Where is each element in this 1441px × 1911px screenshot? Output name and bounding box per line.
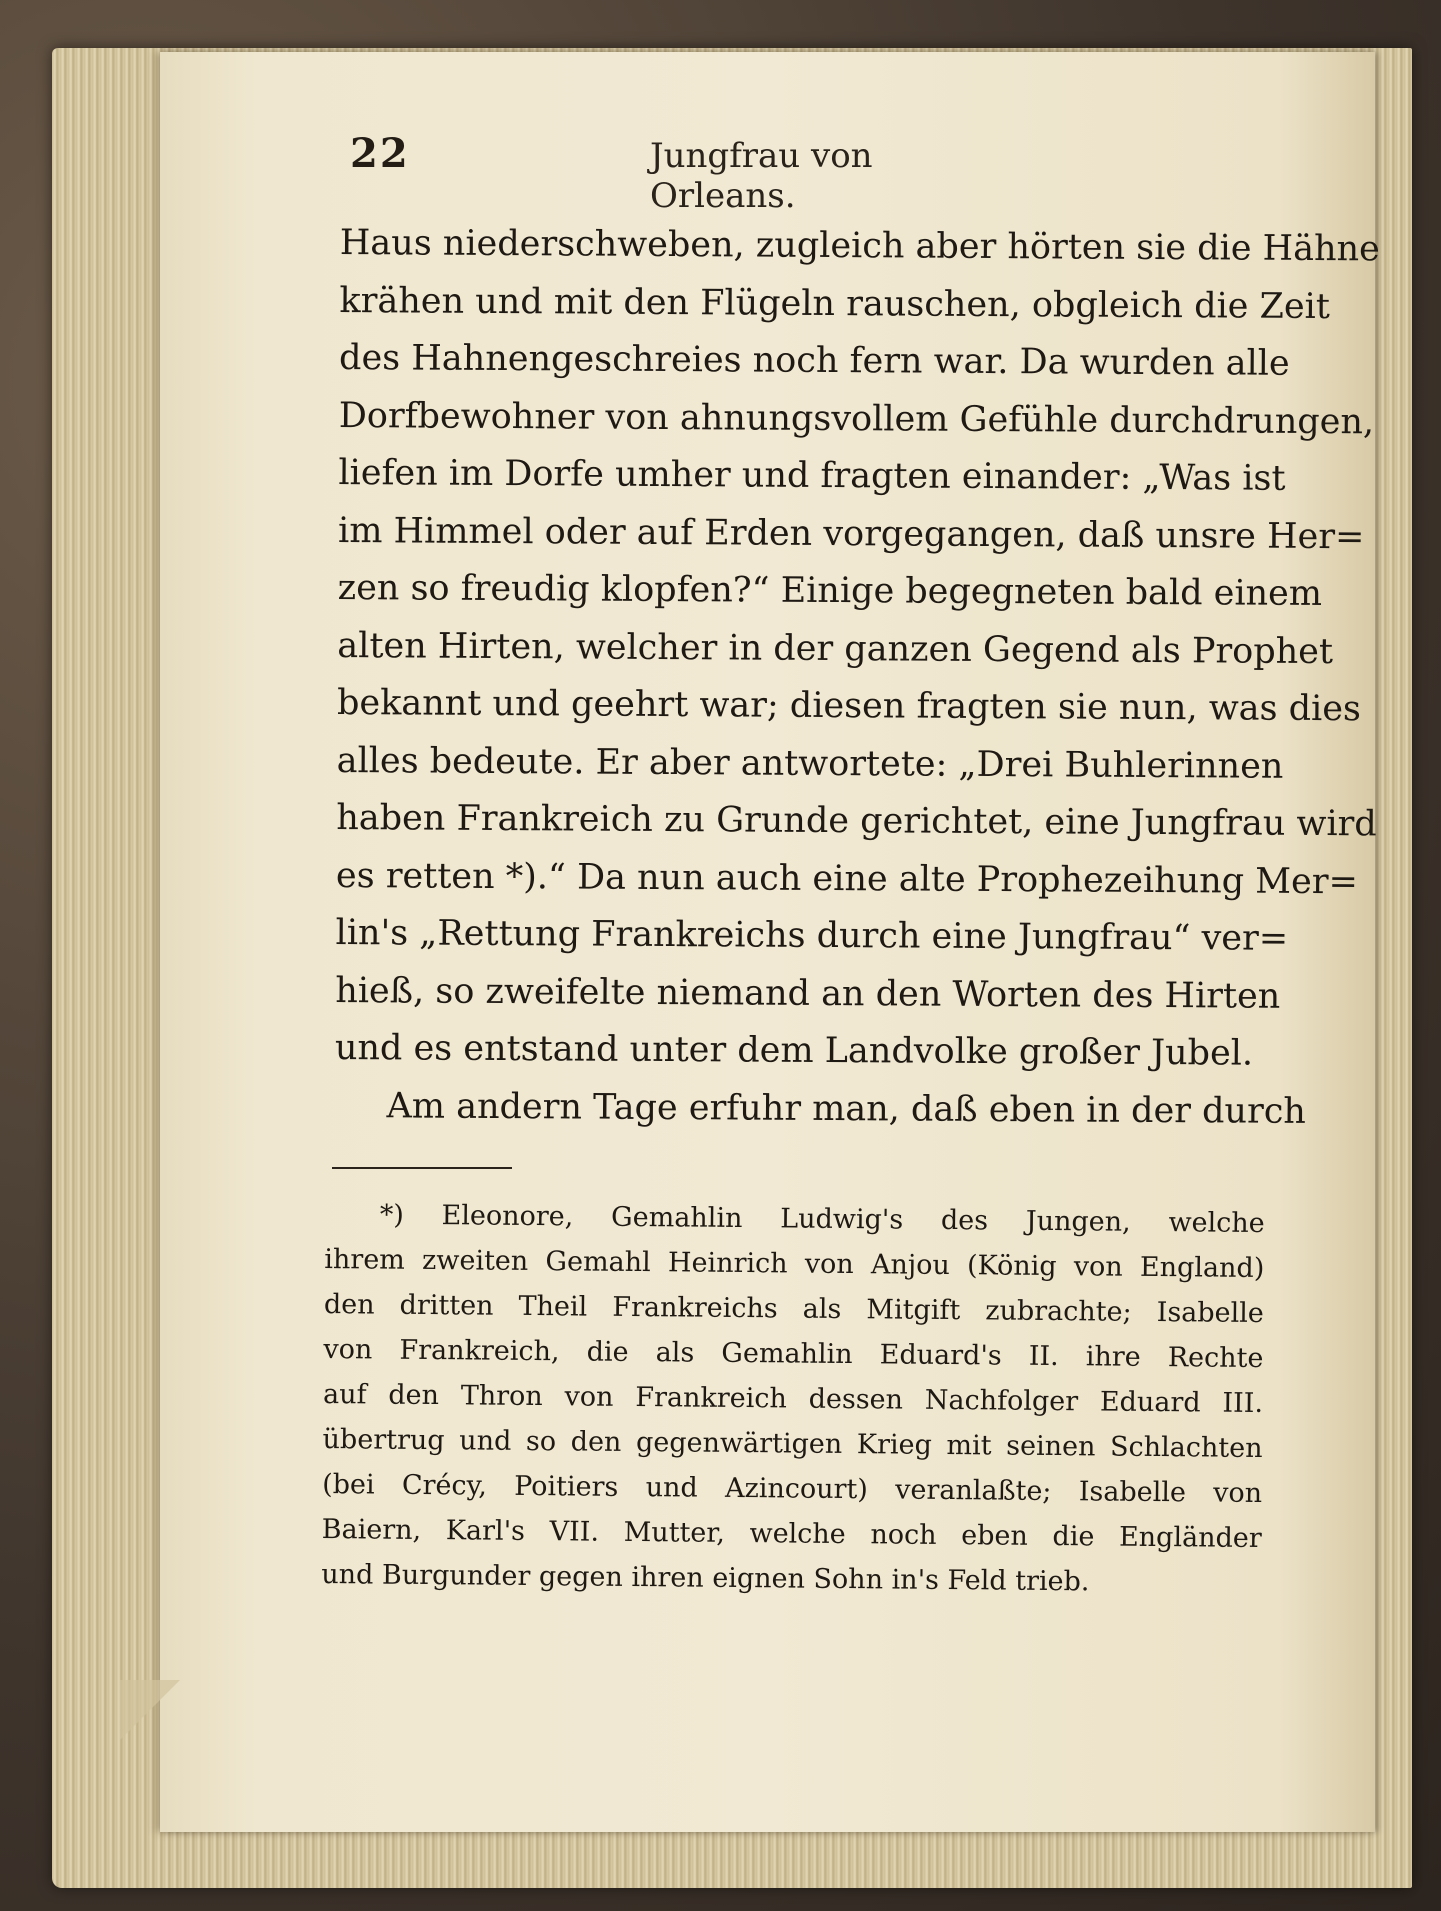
text-line: Haus niederschweben, zugleich aber hörten sie die Hähne xyxy=(339,222,1380,270)
text-line: es retten *).“ Da nun auch eine alte Prophezeihung Mer= xyxy=(335,855,1358,902)
footnote-line: auf den Thron von Frankreich dessen Nachfolger Eduard III. xyxy=(322,1378,1264,1420)
text-line: krähen und mit den Flügeln rauschen, obgleich die Zeit xyxy=(339,280,1331,327)
text-line: haben Frankreich zu Grunde gerichtet, eine Jungfrau wird xyxy=(336,797,1377,845)
footnote-line: (bei Crécy, Poitiers und Azincourt) veranlaßte; Isabelle von xyxy=(322,1468,1263,1510)
text-line: alles bedeute. Er aber antwortete: „Drei Buhlerinnen xyxy=(336,740,1284,787)
footnote-line: den dritten Theil Frankreichs als Mitgift zubrachte; Isabelle xyxy=(323,1288,1265,1330)
footnote-line: und Burgunder gegen ihren eignen Sohn in's Feld trieb. xyxy=(321,1558,1090,1598)
paragraph-start-line: Am andern Tage erfuhr man, daß eben in der durch xyxy=(386,1085,1307,1132)
text-line: hieß, so zweifelte niemand an den Worten des Hirten xyxy=(335,970,1281,1017)
footnote-line: übertrug und so den gegenwärtigen Krieg mit seinen Schlachten xyxy=(322,1423,1263,1465)
footnote xyxy=(321,1192,1265,1606)
footnote-line: *) Eleonore, Gemahlin Ludwig's des Jungen, welche xyxy=(379,1199,1265,1240)
page-corner-fold xyxy=(120,1680,180,1740)
text-line: bekannt und geehrt war; diesen fragten sie nun, was dies xyxy=(336,682,1362,730)
text-line: und es entstand unter dem Landvolke großer Jubel. xyxy=(334,1027,1254,1074)
running-title: Jungfrau von Orleans. xyxy=(650,136,873,216)
page-number: 22 xyxy=(350,130,410,177)
text-line: zen so freudig klopfen?“ Einige begegneten bald einem xyxy=(337,567,1323,615)
body-text xyxy=(334,215,1380,1141)
text-line: Dorfbewohner von ahnungsvollem Gefühle durchdrungen, xyxy=(338,395,1375,442)
footnote-line: ihrem zweiten Gemahl Heinrich von Anjou (König von England) xyxy=(324,1243,1265,1285)
footnote-line: von Frankreich, die als Gemahlin Eduard's II. ihre Rechte xyxy=(323,1333,1264,1375)
footnote-line: Baiern, Karl's VII. Mutter, welche noch eben die Engländer xyxy=(321,1513,1262,1555)
text-line: lin's „Rettung Frankreichs durch eine Jungfrau“ ver= xyxy=(335,912,1289,959)
text-line: im Himmel oder auf Erden vorgegangen, daß unsre Her= xyxy=(337,510,1365,557)
footnote-rule xyxy=(332,1167,512,1169)
text-line: liefen im Dorfe umher und fragten einander: „Was ist xyxy=(338,452,1286,499)
text-line: alten Hirten, welcher in der ganzen Gegend als Prophet xyxy=(337,625,1334,672)
page-header xyxy=(350,130,990,216)
text-line: des Hahnengeschreies noch fern war. Da wurden alle xyxy=(339,337,1290,384)
